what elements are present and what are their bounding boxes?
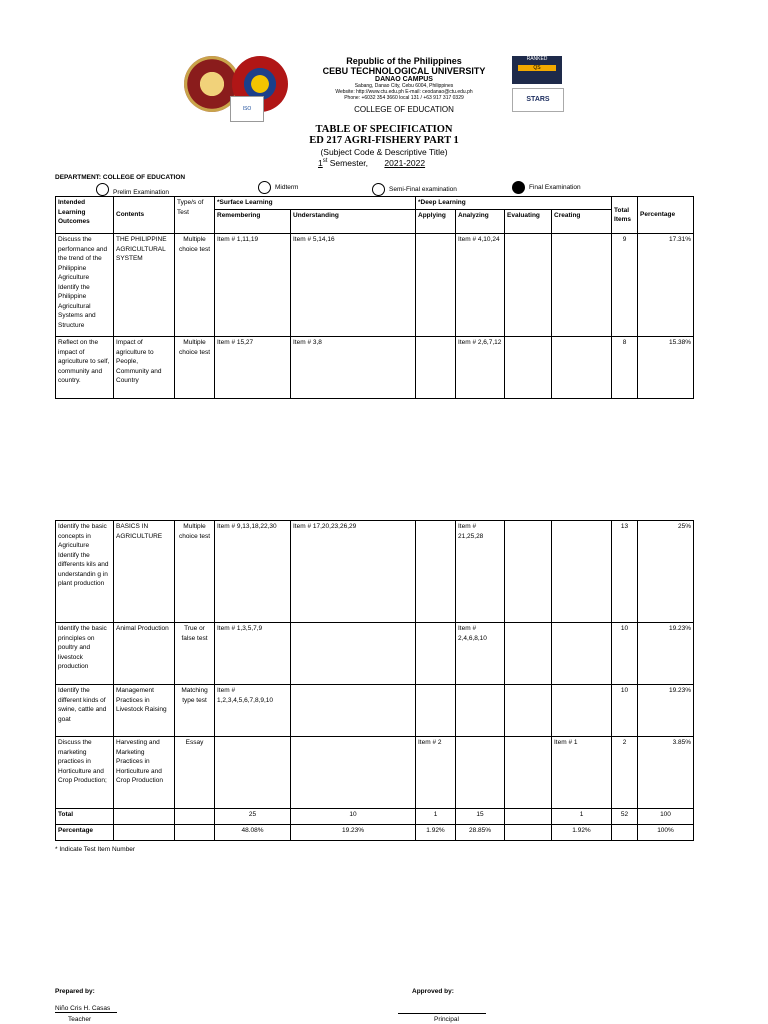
outcome-cell: Identify the basic principles on poultry and livestock production	[56, 623, 114, 685]
outcome-cell: Discuss the performance and the trend of the Philippine Agriculture Identify the Philippine Agricultural Systems and Structure	[56, 234, 114, 337]
type-cell: True or false test	[175, 623, 215, 685]
school-year: 2021-2022	[384, 158, 426, 168]
approved-by-label: Approved by:	[412, 988, 454, 995]
understanding-cell: Item # 17,20,23,26,29	[291, 521, 416, 623]
approved-by-role: Principal	[434, 1016, 459, 1023]
header-deep-learning: *Deep Learning	[416, 197, 612, 210]
header-total: Total Items	[612, 197, 638, 234]
analyzing-cell: Item # 2,4,6,8,10	[456, 623, 505, 685]
applying-cell	[416, 337, 456, 399]
evaluating-cell	[505, 685, 552, 737]
totals-applying: 1	[416, 809, 456, 825]
percent-applying: 1.92%	[416, 825, 456, 841]
header-contents: Contents	[114, 197, 175, 234]
address-text: Sabang, Danao City, Cebu 6004, Philippines	[354, 83, 454, 89]
department-label: DEPARTMENT: COLLEGE OF EDUCATION	[55, 174, 186, 181]
totals-understanding: 10	[291, 809, 416, 825]
remembering-cell	[215, 737, 291, 809]
analyzing-cell: Item # 4,10,24	[456, 234, 505, 337]
subject-caption: (Subject Code & Descriptive Title)	[320, 147, 448, 157]
percent-understanding: 19.23%	[291, 825, 416, 841]
remembering-cell: Item # 1,3,5,7,9	[215, 623, 291, 685]
header-percentage: Percentage	[638, 197, 694, 234]
type-cell: Multiple choice test	[175, 234, 215, 337]
totals-analyzing: 15	[456, 809, 505, 825]
applying-cell	[416, 623, 456, 685]
table-row	[56, 521, 694, 623]
percentage-cell: 3.85%	[638, 737, 694, 809]
content-cell: Impact of agriculture to People, Community and Country	[114, 337, 175, 399]
remembering-cell: Item # 1,2,3,4,5,6,7,8,9,10	[215, 685, 291, 737]
ranking-badge: RANKED QS	[512, 56, 562, 84]
percent-evaluating	[505, 825, 552, 841]
header-remembering: Remembering	[215, 210, 291, 234]
creating-cell	[552, 685, 612, 737]
semester-line	[318, 158, 439, 168]
header-understanding: Understanding	[291, 210, 416, 234]
header-analyzing: Analyzing	[456, 210, 505, 234]
exam-option-label: Semi-Final examination	[389, 186, 457, 193]
understanding-cell	[291, 737, 416, 809]
analyzing-cell	[456, 737, 505, 809]
percentage-cell: 17.31%	[638, 234, 694, 337]
header-evaluating: Evaluating	[505, 210, 552, 234]
remembering-cell: Item # 9,13,18,22,30	[215, 521, 291, 623]
content-cell: Animal Production	[114, 623, 175, 685]
university-header-text	[304, 56, 504, 114]
prepared-by-name: Niño Cris H. Casas	[55, 1005, 117, 1013]
evaluating-cell	[505, 234, 552, 337]
totals-total: 52	[612, 809, 638, 825]
website-text: Website: http://www.ctu.edu.ph E-mail: ceodanao@ctu.edu.ph	[335, 89, 473, 95]
total-cell: 10	[612, 623, 638, 685]
evaluating-cell	[505, 623, 552, 685]
percent-remembering: 48.08%	[215, 825, 291, 841]
university-banner	[184, 54, 584, 120]
radio-filled-icon[interactable]	[512, 181, 525, 194]
creating-cell	[552, 337, 612, 399]
table-row	[56, 234, 694, 337]
outcome-cell: Identify the basic concepts in Agriculture Identify the differents kils and understandin g in plant production	[56, 521, 114, 623]
radio-circle-icon[interactable]	[96, 183, 109, 196]
header-surface-learning: *Surface Learning	[215, 197, 416, 210]
stars-badge: STARS	[512, 88, 564, 112]
subject-title: ED 217 AGRI-FISHERY PART 1	[309, 135, 459, 146]
totals-label: Total	[56, 809, 114, 825]
understanding-cell	[291, 623, 416, 685]
radio-circle-icon[interactable]	[372, 183, 385, 196]
creating-cell	[552, 234, 612, 337]
evaluating-cell	[505, 337, 552, 399]
applying-cell	[416, 521, 456, 623]
creating-cell	[552, 623, 612, 685]
university-name: CEBU TECHNOLOGICAL UNIVERSITY	[322, 66, 486, 76]
table-row	[56, 685, 694, 737]
exam-option-label: Final Examination	[529, 184, 581, 191]
totals-percentage: 100	[638, 809, 694, 825]
table-row	[56, 337, 694, 399]
exam-option-label: Prelim Examination	[113, 189, 169, 196]
header-outcomes: Intended Learning Outcomes	[56, 197, 114, 234]
semester-suffix: st	[322, 158, 328, 165]
analyzing-cell	[456, 685, 505, 737]
understanding-cell: Item # 3,8	[291, 337, 416, 399]
certification-logo: ISO	[230, 96, 264, 122]
percent-percentage: 100%	[638, 825, 694, 841]
table-row	[56, 737, 694, 809]
type-cell: Matching type test	[175, 685, 215, 737]
radio-circle-icon[interactable]	[258, 181, 271, 194]
content-cell: THE PHILIPPINE AGRICULTURAL SYSTEM	[114, 234, 175, 337]
header-creating: Creating	[552, 210, 612, 234]
header-applying: Applying	[416, 210, 456, 234]
outcome-cell: Reflect on the impact of agriculture to self, community and country.	[56, 337, 114, 399]
specification-table-page1	[55, 196, 694, 399]
outcome-cell: Discuss the marketing practices in Horticulture and Crop Production;	[56, 737, 114, 809]
percentage-row	[56, 825, 694, 841]
percentage-label: Percentage	[56, 825, 114, 841]
applying-cell	[416, 685, 456, 737]
exam-option-final[interactable]	[512, 181, 581, 194]
footnote: * Indicate Test Item Number	[55, 846, 136, 853]
understanding-cell: Item # 5,14,16	[291, 234, 416, 337]
applying-cell: Item # 2	[416, 737, 456, 809]
totals-creating: 1	[552, 809, 612, 825]
percent-analyzing: 28.85%	[456, 825, 505, 841]
type-cell: Multiple choice test	[175, 337, 215, 399]
understanding-cell	[291, 685, 416, 737]
campus-name: DANAO CAMPUS	[375, 76, 433, 83]
evaluating-cell	[505, 737, 552, 809]
totals-remembering: 25	[215, 809, 291, 825]
semester-number: 1	[318, 158, 323, 168]
type-cell: Multiple choice test	[175, 521, 215, 623]
applying-cell	[416, 234, 456, 337]
totals-row	[56, 809, 694, 825]
percentage-cell: 25%	[638, 521, 694, 623]
approved-signature-line	[398, 1013, 486, 1014]
percent-total	[612, 825, 638, 841]
percentage-cell: 15.38%	[638, 337, 694, 399]
outcome-cell: Identify the different kinds of swine, cattle and goat	[56, 685, 114, 737]
empty-cell	[114, 825, 175, 841]
phone-text: Phone: +6032 354 3660 local 131 / +63 917 317 0329	[344, 95, 464, 101]
ranked-label: RANKED	[526, 56, 548, 62]
exam-option-prelim[interactable]	[96, 183, 169, 196]
prepared-by-label: Prepared by:	[55, 988, 95, 995]
college-name: COLLEGE OF EDUCATION	[354, 105, 454, 114]
empty-cell	[175, 809, 215, 825]
totals-evaluating	[505, 809, 552, 825]
content-cell: BASICS IN AGRICULTURE	[114, 521, 175, 623]
creating-cell: Item # 1	[552, 737, 612, 809]
total-cell: 10	[612, 685, 638, 737]
empty-cell	[114, 809, 175, 825]
total-cell: 8	[612, 337, 638, 399]
republic-text: Republic of the Philippines	[346, 56, 462, 66]
specification-table-page2	[55, 520, 694, 841]
prepared-by-role: Teacher	[68, 1016, 92, 1023]
analyzing-cell: Item # 2,6,7,12	[456, 337, 505, 399]
exam-option-label: Midterm	[275, 184, 299, 191]
percent-creating: 1.92%	[552, 825, 612, 841]
semester-label: Semester,	[327, 158, 369, 168]
creating-cell	[552, 521, 612, 623]
evaluating-cell	[505, 521, 552, 623]
remembering-cell: Item # 15,27	[215, 337, 291, 399]
table-row	[56, 623, 694, 685]
total-cell: 9	[612, 234, 638, 337]
document-title: TABLE OF SPECIFICATION	[315, 124, 453, 135]
percentage-cell: 19.23%	[638, 623, 694, 685]
content-cell: Harvesting and Marketing Practices in Horticulture and Crop Production	[114, 737, 175, 809]
content-cell: Management Practices in Livestock Raising	[114, 685, 175, 737]
exam-option-semifinal[interactable]	[372, 183, 457, 196]
header-type: Type/s of Test	[175, 197, 215, 234]
analyzing-cell: Item # 21,25,28	[456, 521, 505, 623]
percentage-cell: 19.23%	[638, 685, 694, 737]
empty-cell	[175, 825, 215, 841]
exam-option-midterm[interactable]	[258, 181, 298, 194]
total-cell: 13	[612, 521, 638, 623]
total-cell: 2	[612, 737, 638, 809]
type-cell: Essay	[175, 737, 215, 809]
remembering-cell: Item # 1,11,19	[215, 234, 291, 337]
